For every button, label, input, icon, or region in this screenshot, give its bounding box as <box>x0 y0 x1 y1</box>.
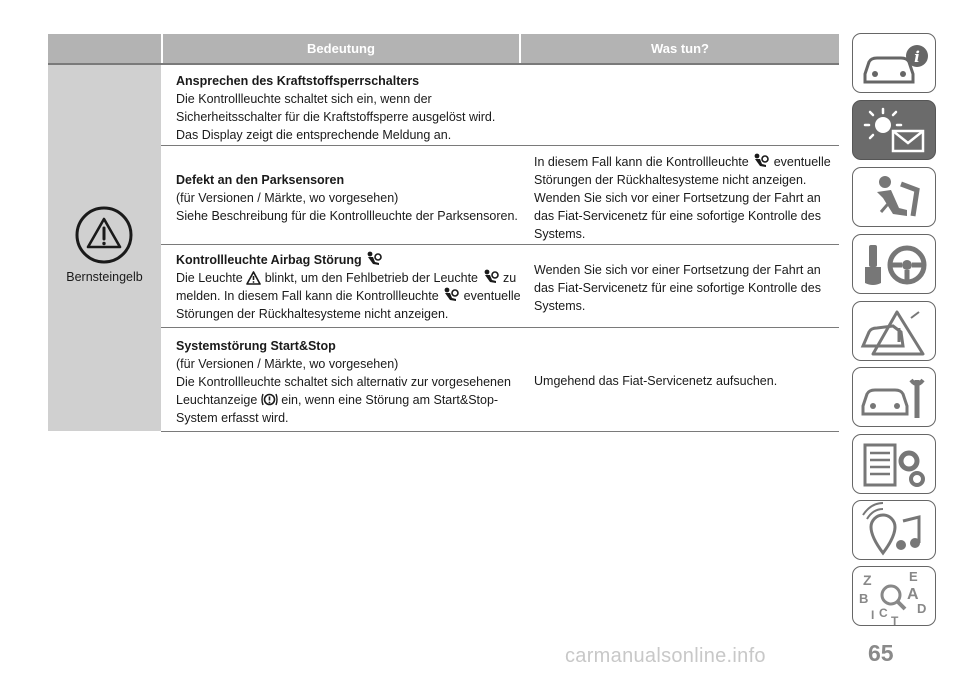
airbag-icon <box>365 251 383 267</box>
row-text: Störungen der Rückhaltesysteme nicht anzeigen. <box>176 307 449 321</box>
tab-car-info[interactable] <box>852 33 936 93</box>
technical-data-icon <box>853 435 937 495</box>
table-row <box>161 65 839 146</box>
index-letter: E <box>909 569 918 584</box>
index-letter: T <box>891 614 899 627</box>
row-text: Wenden Sie sich vor einer Fortsetzung der Fahrt an <box>534 191 821 205</box>
tab-accident[interactable] <box>852 301 936 361</box>
tab-car-service[interactable] <box>852 367 936 427</box>
row-text: System erfasst wird. <box>176 411 289 425</box>
index-letter: C <box>879 606 888 620</box>
multimedia-icon <box>853 501 937 561</box>
row-title: Defekt an den Parksensoren <box>176 173 345 187</box>
warning-lights-icon <box>853 101 937 161</box>
airbag-icon <box>442 287 460 303</box>
row-text: das Fiat-Servicenetz für eine sofortige Kontrolle des <box>534 209 821 223</box>
row-text: das Fiat-Servicenetz für eine sofortige Kontrolle des <box>534 281 821 295</box>
row-text: melden. In diesem Fall kann die Kontrollleuchte <box>176 289 439 303</box>
tab-warning-lights[interactable] <box>852 100 936 160</box>
table-header <box>48 34 839 63</box>
row-text: Das Display zeigt die entsprechende Meldung an. <box>176 128 452 142</box>
header-blank <box>48 34 161 63</box>
index-icon <box>853 567 937 627</box>
row-text: Die Leuchte <box>176 271 243 285</box>
svg-text:i: i <box>914 48 920 66</box>
row-text: Wenden Sie sich vor einer Fortsetzung der Fahrt an <box>534 263 821 277</box>
general-warning-icon <box>74 205 134 265</box>
header-action: Was tun? <box>521 34 839 63</box>
car-info-icon <box>853 34 937 94</box>
index-letter: I <box>871 608 875 622</box>
table-row <box>161 328 839 432</box>
index-letter: D <box>917 601 927 616</box>
index-letter: Z <box>863 572 872 588</box>
warning-triangle-icon <box>246 271 261 285</box>
seat-safety-icon <box>853 168 937 228</box>
warning-light-table <box>48 34 839 432</box>
tab-seat-safety[interactable] <box>852 167 936 227</box>
row-title: Systemstörung Start&Stop <box>176 339 336 353</box>
row-text: In diesem Fall kann die Kontrollleuchte <box>534 155 749 169</box>
color-label: Bernsteingelb <box>66 270 143 284</box>
row-text: Leuchtanzeige <box>176 393 258 407</box>
index-letter: B <box>859 591 869 606</box>
row-text: eventuelle <box>773 155 831 169</box>
row-text: Sicherheitsschalter für die Kraftstoffsperre ausgelöst wird. <box>176 110 496 124</box>
key-steering-icon <box>853 235 937 295</box>
row-text: Systems. <box>534 227 586 241</box>
page-number: 65 <box>868 640 894 666</box>
airbag-icon <box>482 269 500 285</box>
color-column <box>48 65 161 431</box>
tab-key-steering[interactable] <box>852 234 936 294</box>
row-text: Störungen der Rückhaltesysteme nicht anzeigen. <box>534 173 807 187</box>
row-text: Siehe Beschreibung für die Kontrollleuchte der Parksensoren. <box>176 209 518 223</box>
row-text: ein, wenn eine Störung am Start&Stop- <box>281 393 499 407</box>
tab-technical-data[interactable] <box>852 434 936 494</box>
row-text: (für Versionen / Märkte, wo vorgesehen) <box>176 191 399 205</box>
tab-index[interactable] <box>852 566 936 626</box>
car-service-icon <box>853 368 937 428</box>
index-letter: A <box>907 586 919 603</box>
row-text: Umgehend das Fiat-Servicenetz aufsuchen. <box>534 374 778 388</box>
airbag-icon <box>752 153 770 169</box>
row-text: eventuelle <box>463 289 521 303</box>
row-text: Die Kontrollleuchte schaltet sich ein, wenn der <box>176 92 432 106</box>
fault-indicator-icon <box>261 392 278 407</box>
table-row <box>161 245 839 328</box>
tab-multimedia[interactable] <box>852 500 936 560</box>
accident-icon <box>853 302 937 362</box>
row-title: Ansprechen des Kraftstoffsperrschalters <box>176 74 420 88</box>
header-meaning: Bedeutung <box>163 34 519 63</box>
row-text: zu <box>502 271 517 285</box>
row-title: Kontrollleuchte Airbag Störung <box>176 253 362 267</box>
table-row <box>161 146 839 245</box>
row-text: (für Versionen / Märkte, wo vorgesehen) <box>176 357 399 371</box>
watermark: carmanualsonline.info <box>565 645 766 667</box>
row-text: blinkt, um den Fehlbetrieb der Leuchte <box>264 271 479 285</box>
row-text: Die Kontrollleuchte schaltet sich alternativ zur vorgesehenen <box>176 375 511 389</box>
row-text: Systems. <box>534 299 586 313</box>
